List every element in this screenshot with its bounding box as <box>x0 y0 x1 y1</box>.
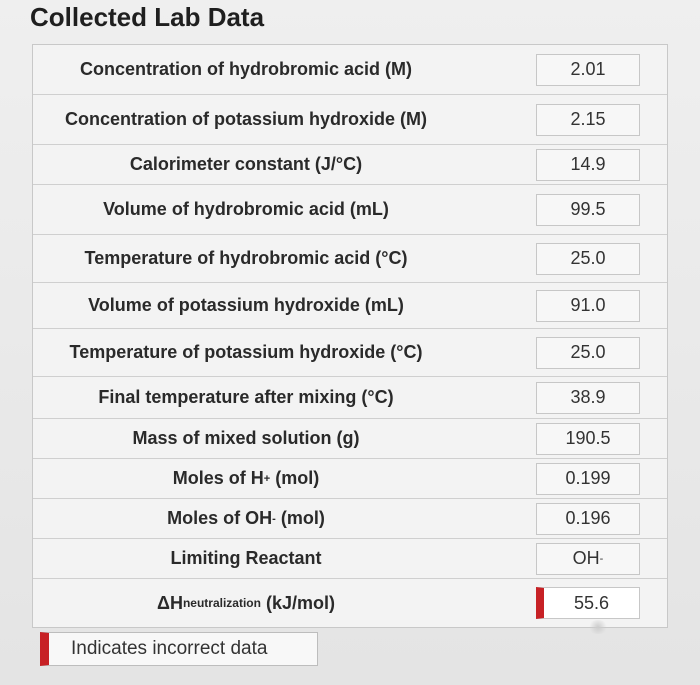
value-field: 99.5 <box>536 194 640 226</box>
value-field: 0.199 <box>536 463 640 495</box>
row-label: Concentration of potassium hydroxide (M) <box>64 109 427 129</box>
incorrect-value-field: 55.6 <box>536 587 640 619</box>
table-row <box>33 377 667 419</box>
value-field: 14.9 <box>536 149 640 181</box>
row-label: ΔH neutralization (kJ/mol) <box>157 592 335 613</box>
page-title: Collected Lab Data <box>30 2 265 32</box>
table-row <box>33 45 667 95</box>
row-label: Final temperature after mixing (°C) <box>98 387 394 407</box>
value-field: 2.15 <box>536 104 640 136</box>
row-label: Concentration of hydrobromic acid (M) <box>79 59 412 79</box>
value-field: OH - <box>536 543 640 575</box>
value-field: 190.5 <box>536 423 640 455</box>
table-row <box>33 185 667 235</box>
table-row <box>33 459 667 499</box>
row-label: Volume of potassium hydroxide (mL) <box>88 295 404 315</box>
table-row <box>33 539 667 579</box>
table-row <box>33 145 667 185</box>
table-row <box>33 579 667 627</box>
glare-spot <box>588 620 608 634</box>
table-row <box>33 235 667 283</box>
value-field: 91.0 <box>536 290 640 322</box>
value-field: 38.9 <box>536 382 640 414</box>
table-row <box>33 499 667 539</box>
row-label: Limiting Reactant <box>170 548 322 568</box>
value-field: 0.196 <box>536 503 640 535</box>
lab-data-table <box>32 44 668 628</box>
legend-text: Indicates incorrect data <box>71 638 268 659</box>
table-row <box>33 95 667 145</box>
value-field: 25.0 <box>536 243 640 275</box>
row-label: Temperature of hydrobromic acid (°C) <box>84 248 408 268</box>
value-field: 2.01 <box>536 54 640 86</box>
table-row <box>33 419 667 459</box>
row-label: Volume of hydrobromic acid (mL) <box>103 199 389 219</box>
row-label: Moles of OH - (mol) <box>167 508 325 528</box>
row-label: Mass of mixed solution (g) <box>132 428 360 448</box>
row-label: Temperature of potassium hydroxide (°C) <box>69 342 423 362</box>
row-label: Moles of H + (mol) <box>172 468 320 488</box>
row-label: Calorimeter constant (J/°C) <box>129 154 363 174</box>
table-row <box>33 283 667 329</box>
value-field: 25.0 <box>536 337 640 369</box>
incorrect-data-legend <box>40 632 318 666</box>
table-row <box>33 329 667 377</box>
